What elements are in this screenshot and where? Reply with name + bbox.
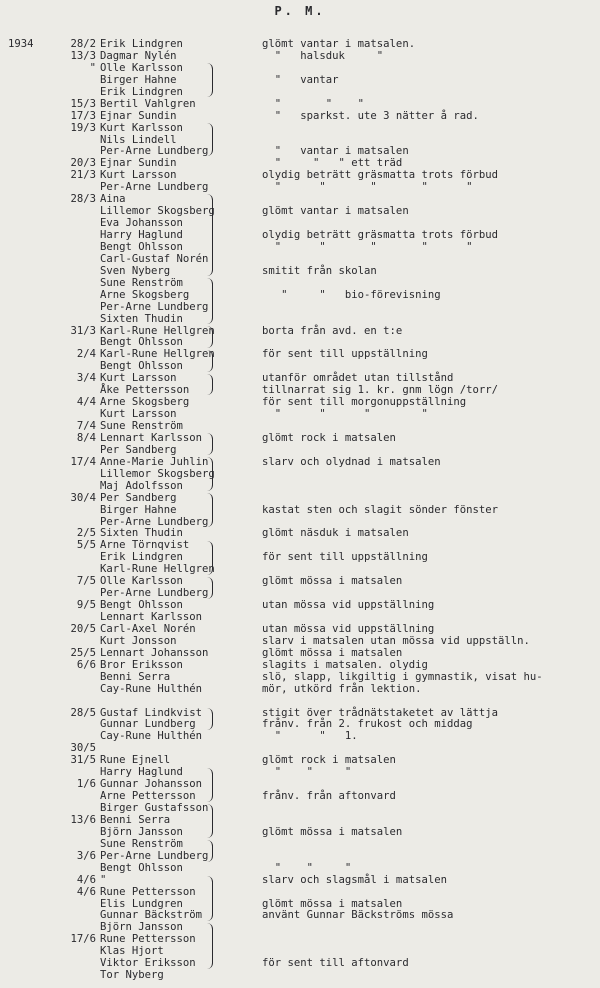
group-brace [206, 374, 213, 396]
date-cell: 21/3 [70, 169, 96, 182]
note-cell: " " 1. [262, 730, 358, 743]
note-cell: " " " " [262, 408, 428, 421]
name-cell: Sixten Thudin [100, 527, 183, 540]
name-cell: Kurt Karlsson [100, 121, 183, 134]
group-brace [206, 708, 213, 730]
record-row [0, 313, 600, 325]
name-cell: Dagmar Nylén [100, 49, 177, 62]
date-cell: 8/4 [76, 431, 96, 444]
note-cell: olydig beträtt gräsmatta trots förbud [262, 229, 498, 241]
name-cell: Per-Arne Lundberg [100, 849, 209, 862]
name-cell: Carl-Gustaf Norén [100, 252, 209, 265]
name-cell: Lillemor Skogsberg [100, 205, 215, 218]
date-cell: 28/2 [70, 38, 96, 50]
note-cell: " " bio-förevisning [262, 288, 441, 301]
note-cell: " " " [262, 766, 352, 779]
record-row [0, 432, 600, 444]
name-cell: Cay-Rune Hulthén [100, 730, 203, 743]
note-cell: " " " " " [262, 240, 473, 253]
group-brace [206, 840, 213, 862]
name-cell: Maj Adolfsson [100, 479, 183, 492]
record-list [0, 38, 600, 981]
date-cell: 20/3 [70, 157, 96, 170]
name-cell: Arne Pettersson [100, 790, 196, 803]
date-cell: 15/3 [70, 97, 96, 110]
record-row [0, 683, 600, 695]
date-cell: 28/3 [70, 193, 96, 206]
record-row [0, 74, 600, 86]
name-cell: Lennart Johansson [100, 646, 209, 659]
note-cell: för sent till aftonvard [262, 957, 409, 970]
note-cell: frånv. från 2. frukost och middag [262, 718, 473, 731]
note-cell: olydig beträtt gräsmatta trots förbud [262, 169, 498, 182]
record-row [0, 468, 600, 480]
page-title: P. M. [274, 4, 326, 18]
name-cell: Cay-Rune Hulthén [100, 682, 203, 695]
note-cell: glömt rock i matsalen [262, 431, 396, 444]
name-cell: Birger Hahne [100, 73, 177, 86]
note-cell: frånv. från aftonvard [262, 790, 396, 803]
name-cell: Bengt Ohlsson [100, 360, 183, 373]
date-cell: 2/5 [76, 527, 96, 540]
note-cell: " " " " " [262, 181, 473, 194]
note-cell: kastat sten och slagit sönder fönster [262, 503, 498, 516]
note-cell: " sparkst. ute 3 nätter å rad. [262, 109, 479, 122]
note-cell: " vantar [262, 73, 339, 86]
note-cell: " vantar i matsalen [262, 145, 409, 158]
note-cell: glömt näsduk i matsalen [262, 527, 409, 540]
name-cell: Lennart Karlsson [100, 611, 203, 623]
group-brace [206, 923, 213, 969]
date-cell: 19/3 [70, 121, 96, 134]
record-row [0, 157, 600, 169]
date-cell: 3/6 [76, 849, 96, 862]
note-cell: utan mössa vid uppställning [262, 599, 435, 612]
name-cell: Anne-Marie Juhlin [100, 455, 209, 468]
record-row [0, 623, 600, 635]
record-row [0, 229, 600, 241]
name-cell: Sven Nyberg [100, 264, 171, 277]
note-cell: glömt mössa i matsalen [262, 575, 403, 588]
name-cell: Carl-Axel Norén [100, 622, 196, 635]
record-row [0, 444, 600, 456]
record-row [0, 110, 600, 122]
record-row [0, 635, 600, 647]
name-cell: Sune Renström [100, 276, 183, 289]
record-row [0, 754, 600, 766]
name-cell: Karl-Rune Hellgren [100, 563, 215, 576]
record-row [0, 527, 600, 539]
name-cell: Kurt Larsson [100, 408, 177, 421]
date-cell: 2/4 [76, 348, 96, 361]
record-row [0, 730, 600, 742]
record-row [0, 277, 600, 289]
group-brace [206, 493, 213, 527]
group-brace [206, 350, 213, 372]
note-cell: stigit över trådnätstaketet av lättja [262, 706, 498, 719]
record-row [0, 396, 600, 408]
record-row [0, 62, 600, 74]
name-cell: Sune Renström [100, 837, 183, 850]
name-cell: Benni Serra [100, 813, 171, 826]
name-cell: Gunnar Lundberg [100, 718, 196, 731]
record-row [0, 336, 600, 348]
record-row [0, 563, 600, 575]
record-row [0, 539, 600, 551]
record-row [0, 659, 600, 671]
record-row [0, 86, 600, 98]
name-cell: Björn Jansson [100, 921, 183, 934]
record-row [0, 205, 600, 217]
date-cell: 4/4 [76, 396, 96, 409]
group-brace [206, 433, 213, 455]
record-row [0, 325, 600, 337]
name-cell: Kurt Larsson [100, 372, 177, 385]
name-cell: Kurt Larsson [100, 169, 177, 182]
name-cell: Olle Karlsson [100, 575, 183, 588]
name-cell: Viktor Eriksson [100, 957, 196, 970]
record-row [0, 886, 600, 898]
record-row [0, 134, 600, 146]
note-cell: " " " [262, 97, 365, 110]
date-cell: 4/6 [76, 885, 96, 898]
name-cell: Lillemor Skogsberg [100, 467, 215, 480]
record-row [0, 169, 600, 181]
record-row [0, 838, 600, 850]
record-row [0, 766, 600, 778]
record-row [0, 217, 600, 229]
record-row [0, 456, 600, 468]
group-brace [206, 278, 213, 324]
name-cell: Björn Jansson [100, 825, 183, 838]
name-cell: Arne Törnqvist [100, 539, 190, 552]
group-brace [206, 194, 213, 276]
record-row [0, 707, 600, 719]
record-row [0, 898, 600, 910]
note-cell: utanför området utan tillstånd [262, 372, 454, 385]
name-cell: Per-Arne Lundberg [100, 515, 209, 528]
name-cell: Rune Pettersson [100, 933, 196, 946]
date-cell: 4/6 [76, 873, 96, 886]
date-cell: 13/6 [70, 813, 96, 826]
record-row [0, 611, 600, 623]
record-row [0, 599, 600, 611]
date-cell: 31/3 [70, 324, 96, 337]
record-row [0, 408, 600, 420]
name-cell: Lennart Karlsson [100, 431, 203, 444]
name-cell: Per-Arne Lundberg [100, 181, 209, 194]
name-cell: Karl-Rune Hellgren [100, 324, 215, 337]
name-cell: Bengt Ohlsson [100, 240, 183, 253]
name-cell: Olle Karlsson [100, 61, 183, 74]
record-row [0, 145, 600, 157]
record-row [0, 921, 600, 933]
name-cell: Gustaf Lindkvist [100, 706, 203, 719]
name-cell: Aina [100, 193, 126, 206]
record-row [0, 957, 600, 969]
record-row [0, 802, 600, 814]
note-cell: smitit från skolan [262, 264, 377, 277]
note-cell: slarv och olydnad i matsalen [262, 455, 441, 468]
name-cell: Elis Lundgren [100, 897, 183, 910]
name-cell: Eva Johansson [100, 217, 183, 230]
record-row [0, 742, 600, 754]
record-row [0, 384, 600, 396]
date-cell: 7/4 [76, 420, 96, 432]
record-row [0, 862, 600, 874]
name-cell: Harry Haglund [100, 229, 183, 241]
record-row [0, 778, 600, 790]
note-cell: borta från avd. en t:e [262, 324, 403, 337]
name-cell: Arne Skogsberg [100, 396, 190, 409]
name-cell: Nils Lindell [100, 133, 177, 146]
record-row [0, 850, 600, 862]
date-cell: 20/5 [70, 622, 96, 635]
date-cell: 6/6 [76, 658, 96, 671]
note-cell: slagits i matsalen. olydig [262, 658, 428, 671]
name-cell: Åke Pettersson [100, 384, 190, 397]
record-row [0, 969, 600, 981]
record-row [0, 909, 600, 921]
record-row [0, 98, 600, 110]
record-row [0, 647, 600, 659]
record-row [0, 301, 600, 313]
date-cell: 17/6 [70, 933, 96, 946]
name-cell: Per Sandberg [100, 491, 177, 504]
name-cell: Benni Serra [100, 670, 171, 683]
record-row [0, 575, 600, 587]
group-brace [206, 457, 213, 491]
note-cell: använt Gunnar Bäckströms mössa [262, 909, 454, 922]
name-cell: Erik Lindgren [100, 85, 183, 98]
record-row [0, 348, 600, 360]
record-row [0, 945, 600, 957]
group-brace [206, 876, 213, 922]
record-row [0, 504, 600, 516]
name-cell: Bertil Vahlgren [100, 97, 196, 110]
record-row [0, 587, 600, 599]
record-row [0, 551, 600, 563]
record-row [0, 516, 600, 528]
date-cell: 30/5 [70, 742, 96, 755]
note-cell: mör, utkörd från lektion. [262, 682, 422, 695]
date-cell: 17/3 [70, 109, 96, 122]
name-cell: Sune Renström [100, 420, 183, 432]
group-brace [206, 577, 213, 599]
record-row [0, 480, 600, 492]
note-cell: glömt vantar i matsalen [262, 205, 409, 218]
record-row [0, 695, 600, 707]
note-cell: utan mössa vid uppställning [262, 622, 435, 635]
note-cell: tillnarrat sig 1. kr. gnm lögn /torr/ [262, 384, 498, 397]
group-brace [206, 541, 213, 575]
date-cell: 13/3 [70, 49, 96, 62]
note-cell: glömt mössa i matsalen [262, 897, 403, 910]
record-row [0, 372, 600, 384]
year-cell: 1934 [8, 38, 34, 50]
group-brace [206, 326, 213, 348]
record-row [0, 253, 600, 265]
name-cell: Gunnar Johansson [100, 778, 203, 791]
name-cell: Bengt Ohlsson [100, 336, 183, 349]
note-cell: glömt rock i matsalen [262, 754, 396, 767]
record-row [0, 671, 600, 683]
name-cell: Birger Hahne [100, 503, 177, 516]
group-brace [206, 63, 213, 97]
date-cell: 7/5 [76, 575, 96, 588]
name-cell: Sixten Thudin [100, 312, 183, 325]
name-cell: Per Sandberg [100, 443, 177, 456]
note-cell: " " " ett träd [262, 157, 403, 170]
name-cell: Bengt Ohlsson [100, 599, 183, 612]
name-cell: Harry Haglund [100, 766, 183, 779]
name-cell: Arne Skogsberg [100, 288, 190, 301]
note-cell: för sent till morgonuppställning [262, 396, 467, 409]
group-brace [206, 768, 213, 802]
record-row [0, 874, 600, 886]
name-cell: Erik Lindgren [100, 551, 183, 564]
date-cell: " [89, 61, 96, 74]
record-row [0, 50, 600, 62]
record-row [0, 933, 600, 945]
record-row [0, 718, 600, 730]
record-row [0, 790, 600, 802]
note-cell: för sent till uppställning [262, 348, 428, 361]
name-cell: Rune Ejnell [100, 754, 171, 767]
note-cell: " halsduk " [262, 49, 384, 62]
name-cell: Bengt Ohlsson [100, 861, 183, 874]
note-cell: slarv i matsalen utan mössa vid uppställn. [262, 634, 530, 647]
name-cell: Ejnar Sundin [100, 109, 177, 122]
date-cell: 30/4 [70, 491, 96, 504]
name-cell: Per-Arne Lundberg [100, 145, 209, 158]
record-row [0, 814, 600, 826]
note-cell: slö, slapp, likgiltig i gymnastik, visat hu- [262, 670, 543, 683]
record-row [0, 360, 600, 372]
note-cell: glömt mössa i matsalen [262, 646, 403, 659]
record-row [0, 193, 600, 205]
date-cell: 1/6 [76, 778, 96, 791]
name-cell: Erik Lindgren [100, 38, 183, 50]
name-cell: Klas Hjort [100, 945, 164, 958]
note-cell: " " " [262, 861, 352, 874]
note-cell: glömt vantar i matsalen. [262, 38, 416, 50]
note-cell: för sent till uppställning [262, 551, 428, 564]
name-cell: Kurt Jonsson [100, 634, 177, 647]
name-cell: Bror Eriksson [100, 658, 183, 671]
record-row [0, 289, 600, 301]
date-cell: 9/5 [76, 599, 96, 612]
date-cell: 31/5 [70, 754, 96, 767]
name-cell: Birger Gustafsson [100, 802, 209, 814]
date-cell: 5/5 [76, 539, 96, 552]
record-row [0, 181, 600, 193]
name-cell: Tor Nyberg [100, 969, 164, 982]
name-cell: " [100, 873, 107, 886]
date-cell: 3/4 [76, 372, 96, 385]
name-cell: Rune Pettersson [100, 885, 196, 898]
name-cell: Karl-Rune Hellgren [100, 348, 215, 361]
note-cell: glömt mössa i matsalen [262, 825, 403, 838]
name-cell: Per-Arne Lundberg [100, 300, 209, 313]
record-row [0, 241, 600, 253]
date-cell: 25/5 [70, 646, 96, 659]
record-row [0, 492, 600, 504]
group-brace [206, 123, 213, 157]
date-cell: 28/5 [70, 706, 96, 719]
name-cell: Gunnar Bäckström [100, 909, 203, 922]
name-cell: Ejnar Sundin [100, 157, 177, 170]
note-cell: slarv och slagsmål i matsalen [262, 873, 447, 886]
group-brace [206, 804, 213, 838]
record-row [0, 122, 600, 134]
name-cell: Per-Arne Lundberg [100, 587, 209, 600]
record-row [0, 38, 600, 50]
record-row [0, 265, 600, 277]
date-cell: 17/4 [70, 455, 96, 468]
record-row [0, 420, 600, 432]
record-row [0, 826, 600, 838]
